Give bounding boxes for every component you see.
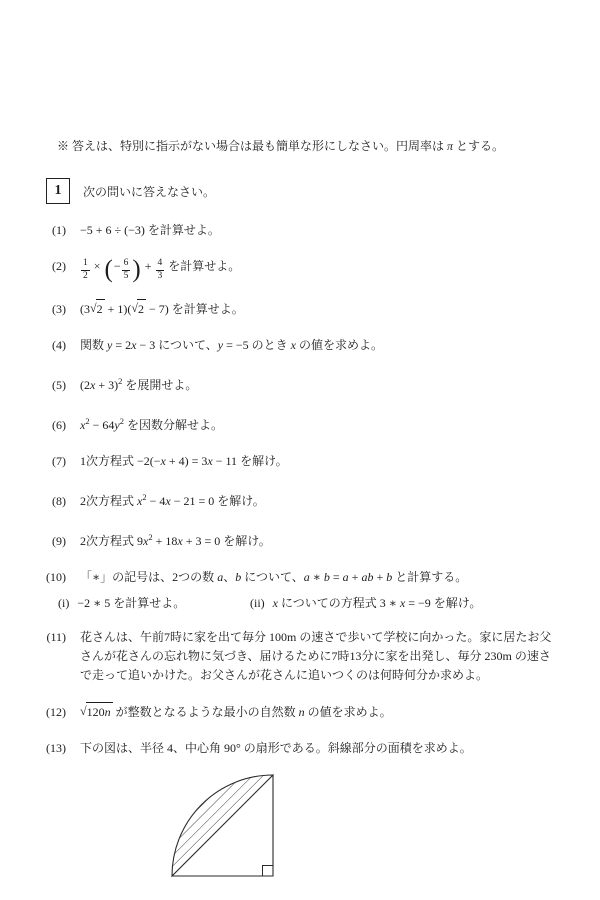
fraction-numerator: 6 — [123, 257, 129, 268]
text: についての方程式 — [278, 595, 380, 610]
superscript: 2 — [118, 375, 123, 386]
text: 「 — [80, 569, 93, 584]
math-variable: π — [447, 139, 454, 153]
math-variable: y — [107, 337, 113, 352]
big-paren: ( — [104, 256, 113, 283]
problem-body — [80, 299, 560, 319]
math-text: − 3 — [136, 337, 156, 352]
right-angle-marker — [263, 865, 274, 876]
math-variable: x — [90, 377, 96, 392]
section-header — [46, 178, 560, 204]
math-text: −5 + 6 ÷ (−3) — [80, 223, 145, 237]
math-text: 9 — [137, 533, 144, 548]
problem-body — [80, 488, 560, 511]
math-text: (3 — [80, 301, 90, 316]
problem-number: (12) — [46, 704, 66, 719]
problem-number: (3) — [52, 301, 66, 316]
math-variable: x — [137, 493, 143, 508]
math-variable: n — [298, 704, 305, 719]
math-text: × — [90, 259, 104, 273]
problem-item — [46, 702, 560, 722]
math-variable: x — [290, 337, 296, 352]
fraction-denominator: 2 — [83, 271, 88, 281]
problem-item — [46, 221, 560, 240]
question-number: 1 — [54, 183, 62, 198]
math-variable: b — [386, 569, 393, 584]
problem-number: (5) — [52, 377, 66, 392]
problem-number: (1) — [52, 223, 66, 237]
square-root — [90, 299, 105, 319]
text: のとき — [248, 337, 291, 352]
sub-problem — [250, 594, 560, 611]
superscript: 2 — [142, 491, 147, 502]
math-variable: x — [399, 595, 406, 610]
math-variable: a — [342, 569, 349, 584]
problem-number: (8) — [52, 493, 66, 508]
math-text: + 1)( — [104, 301, 132, 316]
math-text: − 4 — [146, 493, 166, 508]
problem-item — [46, 299, 560, 319]
problem-body — [80, 628, 560, 685]
sub-problem-row — [58, 594, 560, 611]
problem-number: (13) — [46, 740, 66, 755]
math-text: − 21 = 0 — [170, 493, 215, 508]
math-variable: b — [323, 569, 330, 584]
text: 2次方程式 — [80, 493, 138, 508]
math-text: 2 — [137, 301, 144, 316]
math-text: = — [329, 569, 343, 584]
problem-item — [46, 628, 560, 685]
math-text: −2(− — [137, 453, 161, 468]
sub-problem-number: (i) — [58, 595, 70, 610]
text: 1次方程式 — [80, 453, 138, 468]
text: を解け。 — [220, 533, 271, 548]
problem-item — [46, 739, 560, 758]
math-variable: y — [217, 337, 224, 352]
math-variable: x — [272, 595, 278, 610]
text: を因数分解せよ。 — [123, 417, 223, 432]
instructions-note — [57, 138, 560, 154]
math-variable: a — [217, 569, 224, 584]
math-text: −2 ∗ 5 — [77, 595, 111, 610]
math-variable: n — [104, 704, 111, 719]
fraction-denominator: 5 — [123, 271, 129, 281]
math-text: = 2 — [112, 337, 132, 352]
math-text: + 3) — [95, 377, 119, 392]
section-title: 次の問いに答えなさい。 — [83, 184, 216, 199]
text: 2次方程式 — [80, 533, 138, 548]
radical-sign: √ — [131, 300, 138, 315]
math-variable: x — [165, 493, 171, 508]
problem-number: (11) — [46, 629, 66, 644]
superscript: 2 — [85, 415, 90, 426]
math-text: − 64 — [89, 417, 115, 432]
text: について、 — [241, 569, 304, 584]
fraction — [156, 259, 165, 282]
problem-number: (2) — [52, 259, 66, 273]
math-text: 2 — [96, 301, 103, 316]
fraction — [122, 259, 131, 282]
text: を計算せよ。 — [168, 301, 244, 316]
sector-figure — [170, 773, 276, 879]
problem-item — [46, 372, 560, 395]
fraction-numerator: 4 — [157, 257, 163, 268]
problem-body — [80, 452, 560, 471]
math-text: ∗ — [92, 569, 101, 584]
problem-body — [80, 702, 560, 722]
question-number-box — [46, 178, 70, 204]
big-paren: ) — [132, 256, 141, 283]
math-text: − 11 — [212, 453, 238, 468]
problem-body — [80, 739, 560, 758]
math-text: − 7) — [145, 301, 169, 316]
problem-number: (9) — [52, 533, 66, 548]
worksheet-content — [46, 138, 560, 879]
problem-body — [80, 528, 560, 551]
text: とする。 — [453, 139, 505, 153]
text: が整数となるような最小の自然数 — [112, 704, 299, 719]
problem-body — [80, 221, 560, 240]
text: 下の図は、半径 4、中心角 90° の扇形である。斜線部分の面積を求めよ。 — [80, 740, 472, 755]
math-text: 3 ∗ — [379, 595, 400, 610]
math-variable: a — [303, 569, 310, 584]
math-text: + — [141, 259, 155, 273]
problem-body — [80, 412, 560, 435]
math-variable: x — [177, 533, 183, 548]
problem-number: (10) — [46, 569, 66, 584]
problem-item — [46, 568, 560, 587]
math-variable: x — [160, 453, 166, 468]
text: ※ 答えは、特別に指示がない場合は最も簡単な形にしなさい。円周率は — [57, 139, 448, 153]
math-text: + — [373, 569, 387, 584]
square-root — [131, 299, 146, 319]
superscript: 2 — [148, 531, 153, 542]
problem-item — [46, 336, 560, 355]
math-text: + 4) = 3 — [165, 453, 208, 468]
problem-body — [80, 372, 560, 395]
problem-item — [46, 452, 560, 471]
text: について、 — [155, 337, 218, 352]
hatched-segment — [172, 775, 273, 876]
math-text: + 3 = 0 — [182, 533, 221, 548]
problem-number: (4) — [52, 337, 66, 352]
problem-item — [46, 528, 560, 551]
problem-item — [46, 257, 560, 282]
math-variable: x — [80, 417, 86, 432]
text: 関数 — [80, 337, 108, 352]
problem-item — [46, 412, 560, 435]
superscript: 2 — [119, 415, 124, 426]
text: 、 — [223, 569, 236, 584]
math-text: = −5 — [223, 337, 249, 352]
text: を計算せよ。 — [144, 223, 220, 237]
math-variable: ab — [361, 569, 374, 584]
radical-sign: √ — [90, 300, 97, 315]
math-text: (2 — [80, 377, 90, 392]
text: を解け。 — [214, 493, 265, 508]
text: 」の記号は、2つの数 — [100, 569, 218, 584]
math-text: + 18 — [152, 533, 178, 548]
text: の値を求めよ。 — [304, 704, 392, 719]
problem-body — [80, 257, 560, 282]
radicand — [86, 702, 113, 722]
math-text: ∗ — [309, 569, 324, 584]
math-text: = −9 — [405, 595, 431, 610]
math-text: 120 — [86, 704, 105, 719]
fraction-denominator: 3 — [157, 271, 163, 281]
radical-sign: √ — [80, 703, 87, 718]
text: を計算せよ。 — [165, 259, 241, 273]
fraction — [81, 259, 90, 282]
problem-list — [46, 221, 560, 758]
text: を解け。 — [430, 595, 482, 610]
text: を展開せよ。 — [122, 377, 198, 392]
text: と計算する。 — [392, 569, 468, 584]
math-text: − — [113, 259, 121, 273]
problem-item — [46, 488, 560, 511]
problem-number: (7) — [52, 453, 66, 468]
text: を解け。 — [237, 453, 288, 468]
math-variable: y — [114, 417, 120, 432]
sub-problem — [58, 594, 250, 611]
math-variable: x — [207, 453, 213, 468]
square-root — [80, 702, 113, 722]
text: を計算せよ。 — [110, 595, 186, 610]
text: の値を求めよ。 — [295, 337, 383, 352]
math-variable: x — [143, 533, 149, 548]
problem-number: (6) — [52, 417, 66, 432]
problem-body — [80, 568, 560, 587]
sub-problem-number: (ii) — [250, 595, 265, 610]
problem-body — [80, 336, 560, 355]
math-text: + — [348, 569, 362, 584]
math-variable: x — [131, 337, 137, 352]
text: 花さんは、午前7時に家を出て毎分 100m の速さで歩いて学校に向かった。家に居たお父さんが花さんの忘れ物に気づき、届けるために7時13分に家を出発し、毎分 230m の速さで走って追いかけた。お父さんが花さんに追いつくのは何時何分か求めよ。 — [80, 629, 552, 682]
math-variable: b — [235, 569, 242, 584]
fraction-numerator: 1 — [83, 257, 88, 268]
